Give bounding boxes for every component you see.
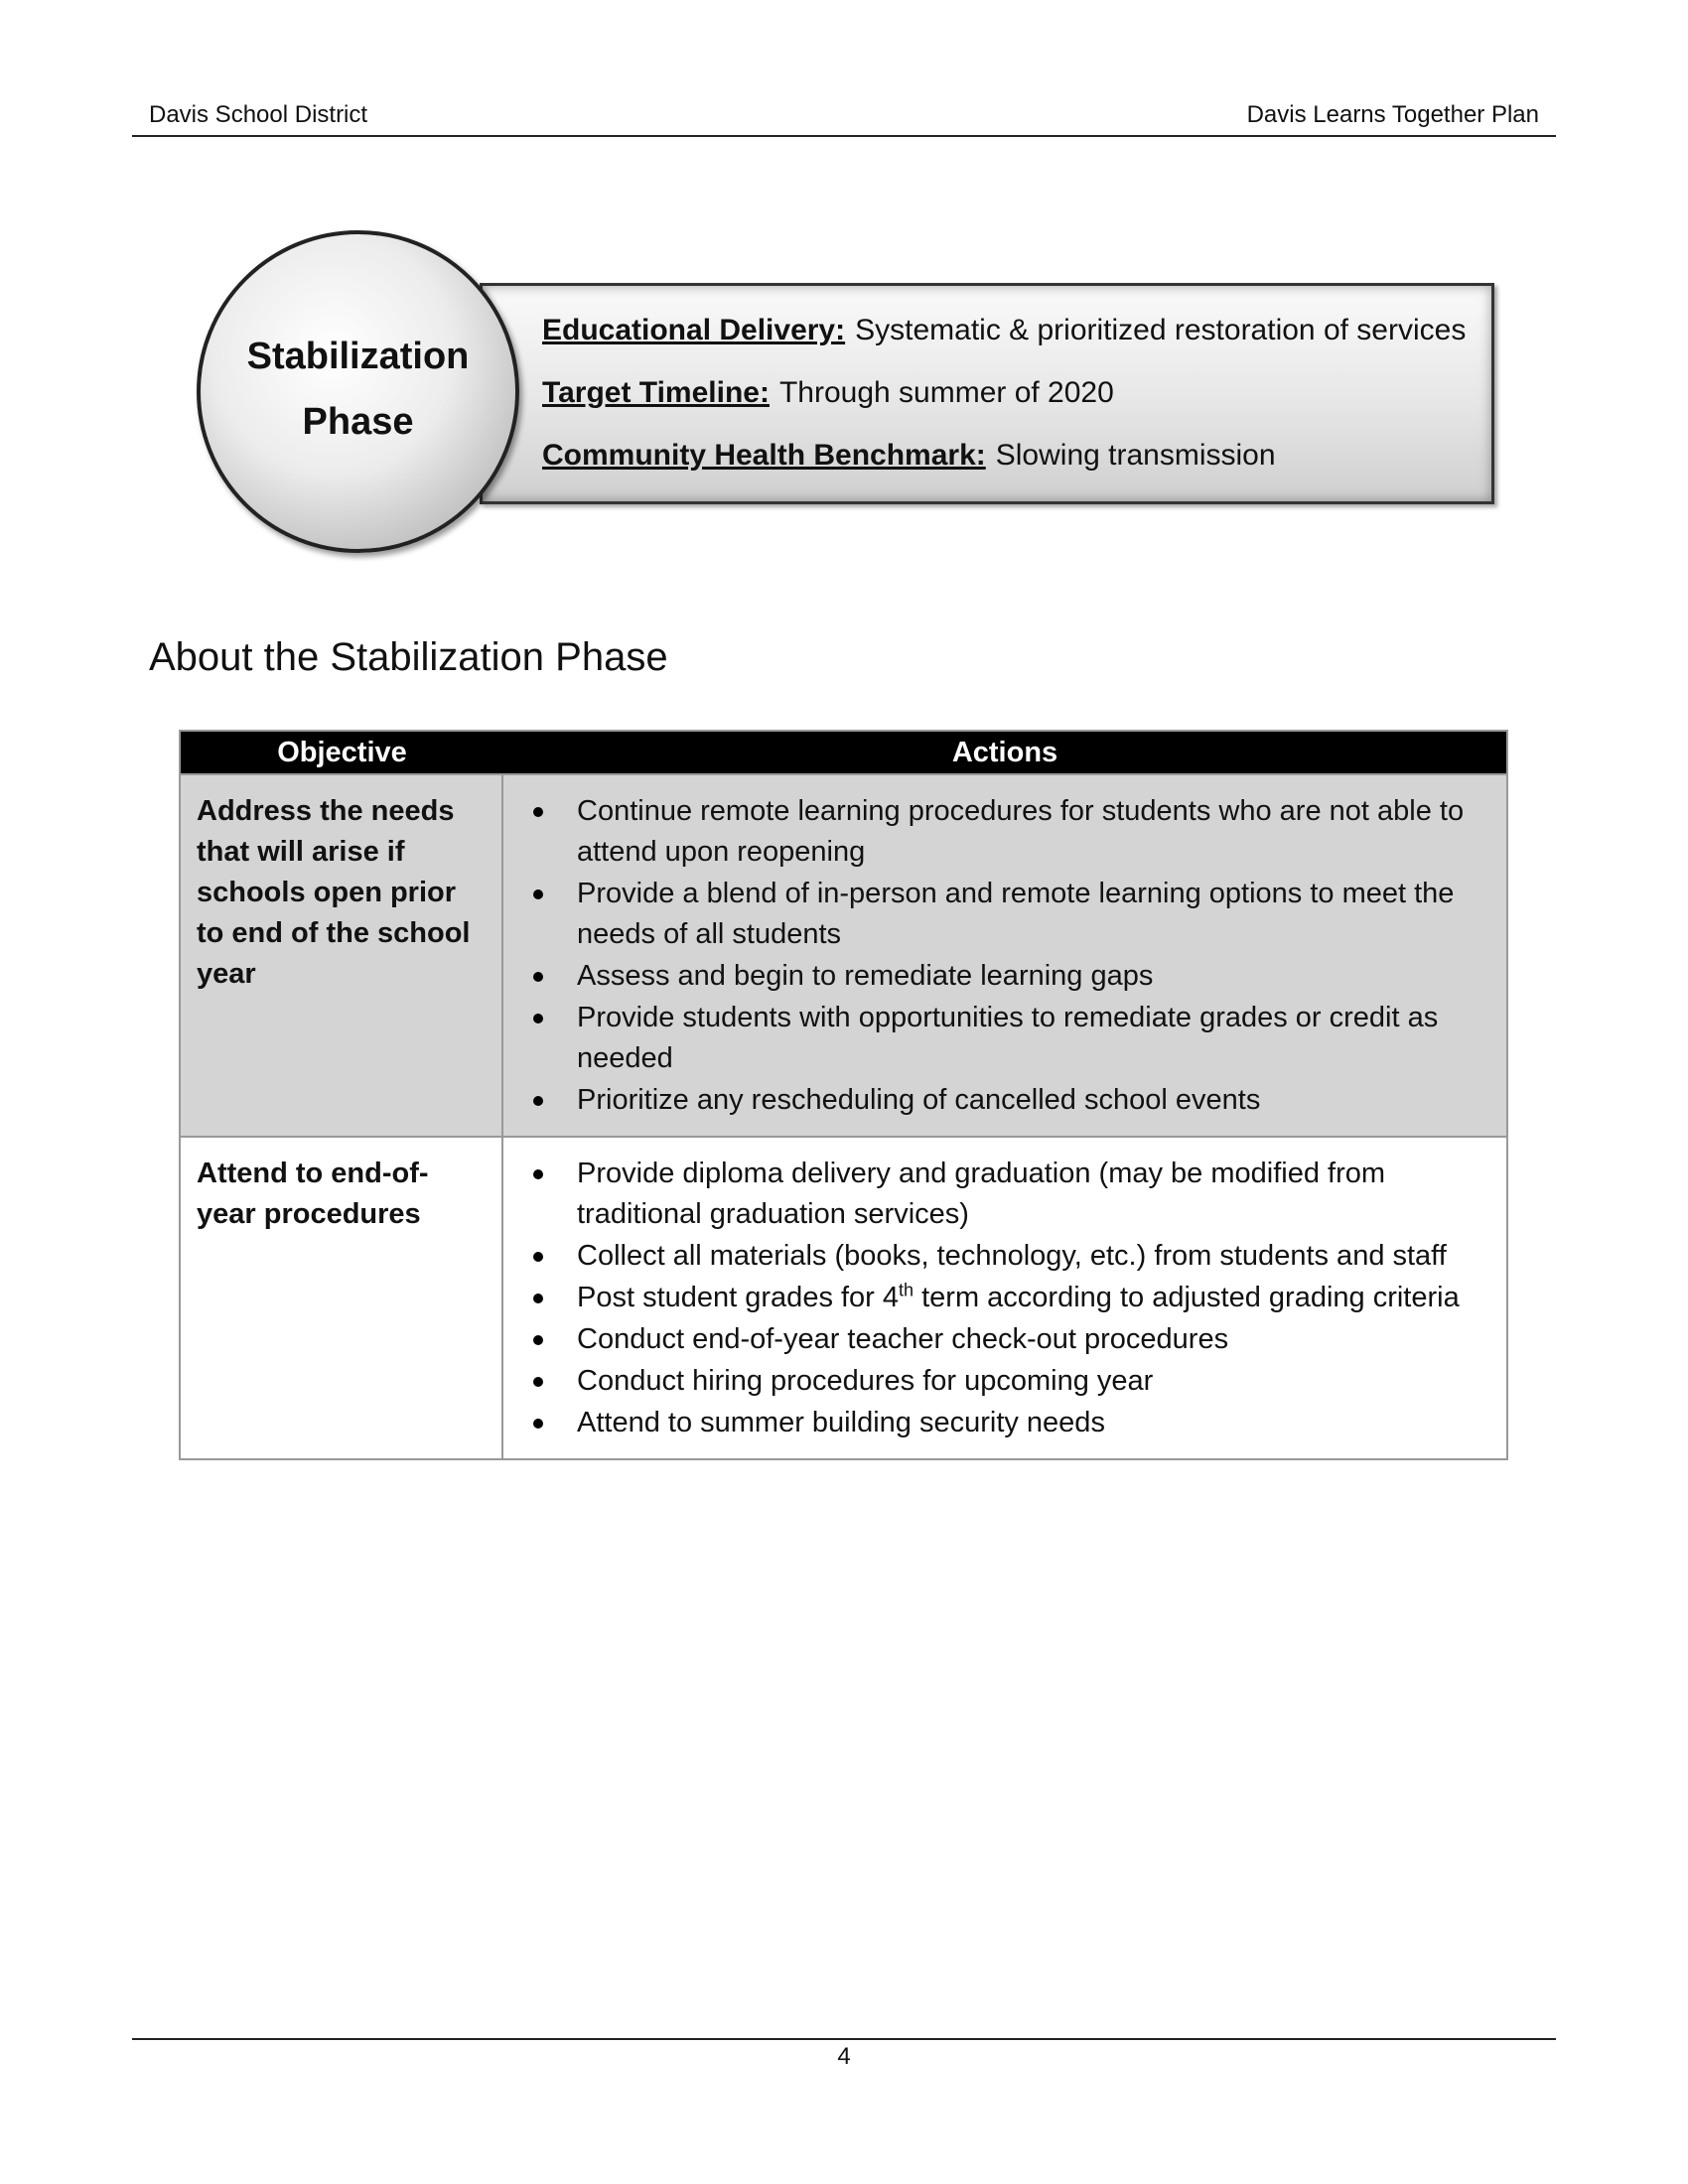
action-item: Provide students with opportunities to remediate grades or credit as needed [523, 998, 1490, 1079]
objectives-table [179, 730, 1508, 1460]
phase-details-box [480, 283, 1494, 504]
table-header-row [181, 732, 1506, 773]
footer-rule [132, 2038, 1556, 2040]
actions-list [523, 791, 1490, 1121]
objective-column-header: Objective [277, 737, 407, 768]
objective-cell: Attend to end-of-year procedures [181, 1138, 503, 1458]
action-item: Attend to summer building security needs [523, 1403, 1490, 1443]
actions-list [523, 1154, 1490, 1443]
phase-name-circle [197, 230, 519, 553]
actions-cell [503, 775, 1506, 1136]
phase-name-line2: Phase [302, 401, 414, 443]
health-benchmark-row [542, 439, 1276, 473]
ordinal-suffix: th [899, 1280, 914, 1300]
educational-delivery-label: Educational Delivery: [542, 314, 846, 346]
health-benchmark-label: Community Health Benchmark: [542, 439, 986, 472]
action-item: Conduct end-of-year teacher check-out procedures [523, 1319, 1490, 1360]
page-number: 4 [837, 2043, 851, 2070]
page-header [132, 99, 1556, 137]
objective-cell: Address the needs that will arise if schools open prior to end of the school year [181, 775, 503, 1136]
action-item: Continue remote learning procedures for students who are not able to attend upon reopening [523, 791, 1490, 873]
action-item: Provide a blend of in-person and remote learning options to meet the needs of all students [523, 874, 1490, 955]
actions-cell [503, 1138, 1506, 1458]
action-item: Provide diploma delivery and graduation (may be modified from traditional graduation services) [523, 1154, 1490, 1235]
health-benchmark-value: Slowing transmission [995, 439, 1276, 472]
header-district: Davis School District [149, 101, 368, 128]
action-item: Assess and begin to remediate learning gaps [523, 956, 1490, 997]
header-plan-title: Davis Learns Together Plan [1246, 101, 1539, 128]
table-row [181, 773, 1506, 1136]
action-item [523, 1278, 1490, 1318]
target-timeline-row [542, 376, 1114, 410]
educational-delivery-value: Systematic & prioritized restoration of services [855, 314, 1467, 346]
action-text: Post student grades for 4 [577, 1282, 900, 1313]
phase-name-line1: Stabilization [246, 336, 470, 377]
table-row [181, 1136, 1506, 1458]
action-item: Conduct hiring procedures for upcoming year [523, 1361, 1490, 1402]
section-title: About the Stabilization Phase [149, 635, 668, 679]
target-timeline-value: Through summer of 2020 [778, 376, 1114, 409]
actions-column-header: Actions [951, 737, 1058, 768]
action-item: Prioritize any rescheduling of cancelled school events [523, 1080, 1490, 1121]
educational-delivery-row [542, 314, 1466, 347]
action-text: term according to adjusted grading criteria [914, 1282, 1460, 1313]
target-timeline-label: Target Timeline: [542, 376, 770, 409]
action-item: Collect all materials (books, technology, etc.) from students and staff [523, 1236, 1490, 1277]
